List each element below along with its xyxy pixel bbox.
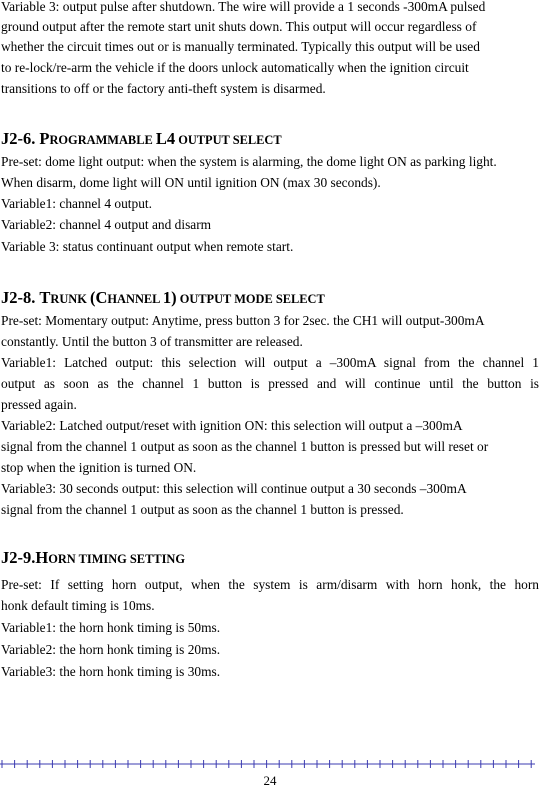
- paragraph-line: Pre-set: Momentary output: Anytime, press button 3 for 2sec. the CH1 will output-300mA: [1, 313, 485, 328]
- heading-part: ROGRAMMABLE: [49, 133, 156, 147]
- heading-part: L4: [155, 129, 176, 148]
- paragraph-line: to re-lock/re-arm the vehicle if the doors unlock automatically when the ignition circuit: [1, 60, 469, 75]
- section-heading-j2-8: [1, 286, 539, 311]
- paragraph-line: whether the circuit times out or is manually terminated. Typically this output will be used: [1, 39, 480, 54]
- paragraph-line: ground output after the remote start unit shuts down. This output will occur regardless of: [1, 19, 477, 34]
- heading-number: J2-8.: [1, 288, 36, 307]
- paragraph-line: Variable1: channel 4 output.: [1, 196, 152, 211]
- heading-number: J2-6.: [1, 129, 36, 148]
- paragraph-line: pressed again.: [1, 397, 77, 412]
- heading-part: ORN TIMING SETTING: [48, 552, 186, 566]
- heading-part: HANNEL: [107, 292, 163, 306]
- paragraph-line: Variable1: Latched output: this selection will output a –300mA signal from the channel 1: [1, 355, 539, 370]
- heading-part: 1): [162, 288, 177, 307]
- heading-part: OUTPUT SELECT: [175, 133, 282, 147]
- paragraph-line: Pre-set: If setting horn output, when the system is arm/disarm with horn honk, the horn: [1, 577, 539, 592]
- paragraph-line: When disarm, dome light will ON until ignition ON (max 30 seconds).: [1, 175, 381, 190]
- paragraph-line: Variable1: the horn honk timing is 50ms.: [1, 620, 221, 635]
- paragraph-line: Variable2: Latched output/reset with ignition ON: this selection will output a –300mA: [1, 418, 463, 433]
- heading-number: J2-9.: [1, 548, 36, 567]
- heading-part: P: [39, 129, 50, 148]
- heading-part: OUTPUT MODE SELECT: [176, 292, 325, 306]
- paragraph-line: honk default timing is 10ms.: [1, 598, 155, 613]
- heading-part: RUNK: [50, 292, 90, 306]
- page-number: 24: [263, 773, 277, 788]
- paragraph-line: transitions to off or the factory anti-theft system is disarmed.: [1, 81, 326, 96]
- paragraph-line: constantly. Until the button 3 of transmitter are released.: [1, 334, 303, 349]
- paragraph-line: Variable2: the horn honk timing is 20ms.: [1, 642, 221, 657]
- paragraph-line: Variable3: the horn honk timing is 30ms.: [1, 664, 221, 679]
- paragraph-line: Variable3: 30 seconds output: this selection will continue output a 30 seconds –300mA: [1, 481, 467, 496]
- paragraph-line: Variable 3: output pulse after shutdown. The wire will provide a 1 seconds -300mA pulsed: [1, 0, 486, 14]
- section-heading-j2-9: [1, 546, 539, 571]
- section-heading-j2-6: [1, 127, 539, 152]
- paragraph-line: stop when the ignition is turned ON.: [1, 460, 197, 475]
- footer-divider: [0, 760, 540, 768]
- heading-part: (C: [89, 288, 108, 307]
- heading-part: T: [39, 288, 51, 307]
- paragraph-line: output as soon as the channel 1 button is pressed and will continue until the button is: [1, 376, 539, 391]
- paragraph-line: signal from the channel 1 output as soon as the channel 1 button is pressed.: [1, 502, 404, 517]
- paragraph-line: Variable 3: status continuant output when remote start.: [1, 239, 294, 254]
- heading-part: H: [35, 548, 49, 567]
- paragraph-line: Pre-set: dome light output: when the system is alarming, the dome light ON as parking light.: [1, 154, 497, 169]
- paragraph-line: signal from the channel 1 output as soon as the channel 1 button is pressed but will reset or: [1, 439, 489, 454]
- paragraph-line: Variable2: channel 4 output and disarm: [1, 217, 212, 232]
